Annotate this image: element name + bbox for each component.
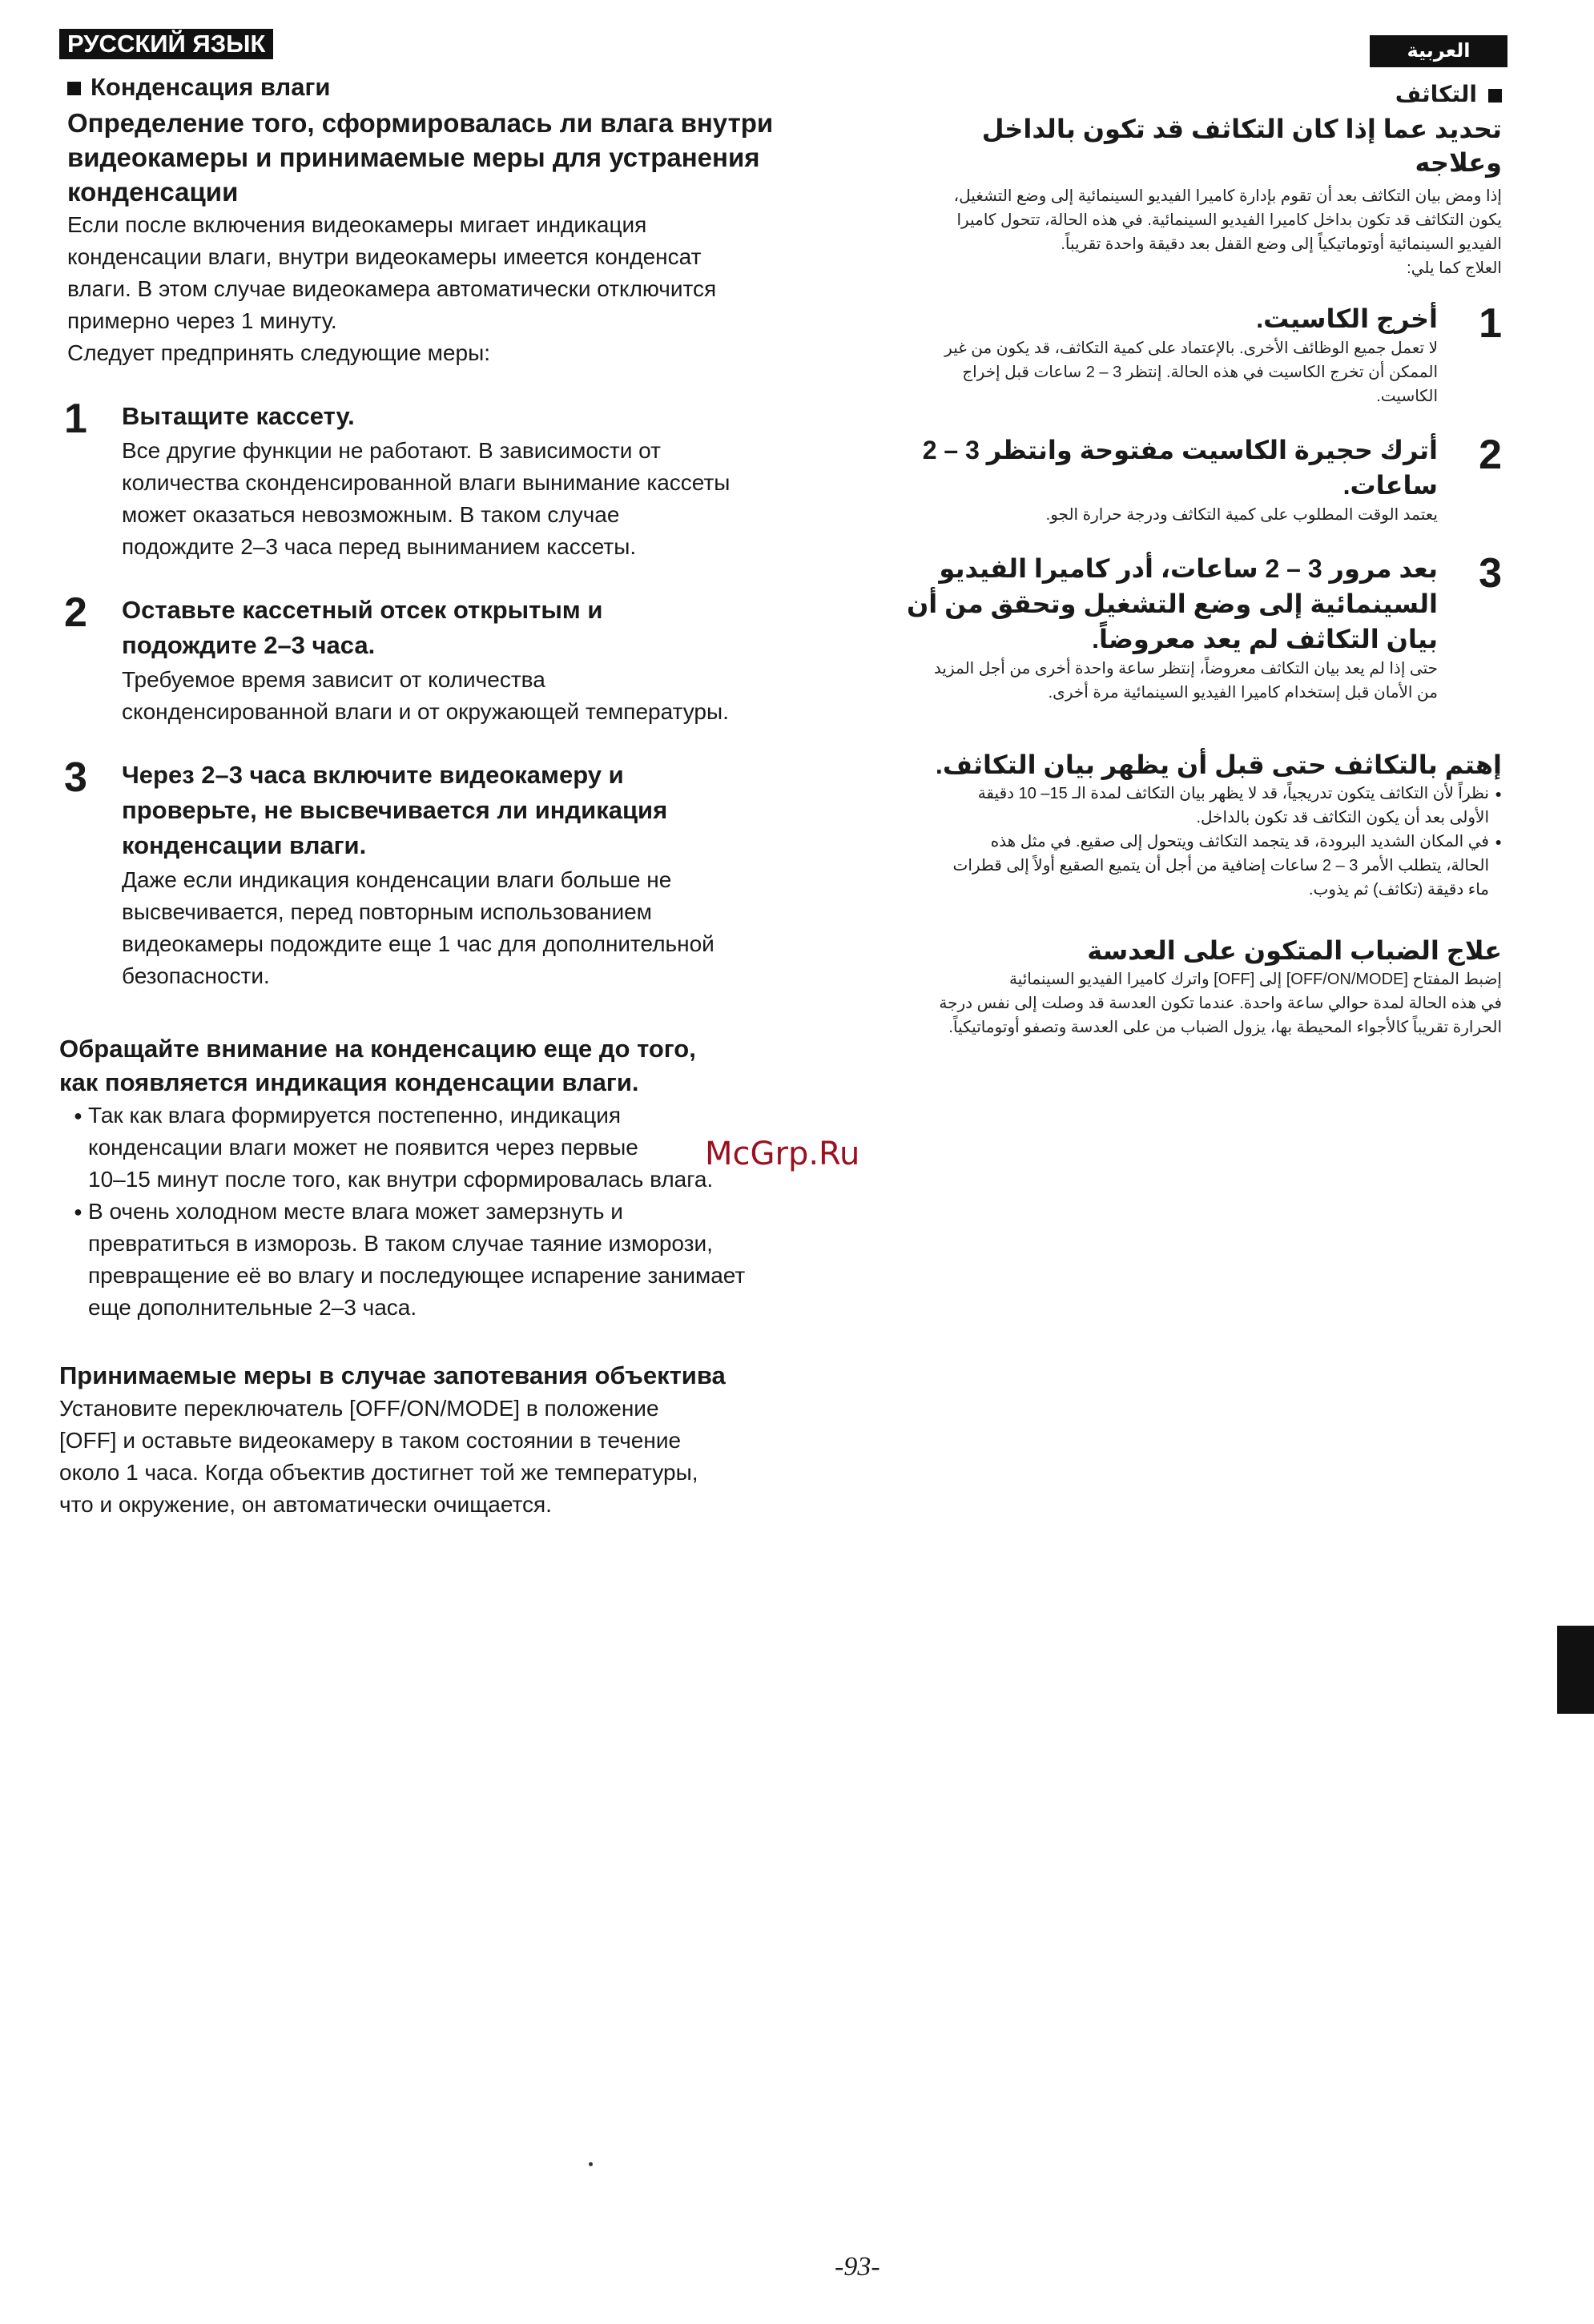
step-text-line: Даже если индикация конденсации влаги больше не: [122, 867, 672, 892]
list-item-line: превращение её во влагу и последующее испарение занимает: [88, 1263, 746, 1288]
step-number: 2: [1479, 432, 1502, 478]
step-title: конденсации влаги.: [122, 831, 367, 859]
section-title-text: Конденсация влаги: [91, 73, 331, 101]
square-bullet-icon: [67, 82, 81, 95]
lens-section: [59, 1359, 860, 1521]
step-text-line: Все другие функции не работают. В зависимости от: [122, 438, 661, 463]
lens-text-line: إضبط المفتاح [OFF/ON/MODE] إلى [OFF] واترك كاميرا الفيديو السينمائية: [1008, 971, 1502, 988]
lens-text-line: Установите переключатель [OFF/ON/MODE] в положение: [59, 1396, 659, 1421]
intro-line: العلاج كما يلي:: [1407, 259, 1502, 277]
step-text-line: видеокамеры подождите еще 1 час для дополнительной: [122, 931, 714, 956]
list-item: [905, 782, 1502, 830]
attention-section: [905, 748, 1502, 902]
page-edge-tab: [1557, 1626, 1594, 1714]
step-3: [59, 754, 860, 992]
list-item-line: ● Так как влага формируется постепенно, индикация: [88, 1103, 622, 1128]
section-title: [67, 72, 860, 103]
list-item-line: الأولى بعد أن يكون التكاثف قد تكون بالداخل.: [1196, 809, 1489, 826]
step-2: [59, 589, 860, 728]
intro-line: влаги. В этом случае видеокамера автоматически отключится: [67, 276, 717, 301]
list-item: [74, 1196, 860, 1324]
step-text-line: количества сконденсированной влаги вынимание кассеты: [122, 470, 731, 495]
lens-text-line: около 1 часа. Когда объектив достигнет той же температуры,: [59, 1460, 698, 1485]
step-title: أترك حجيرة الكاسيت مفتوحة وانتظر 3 – 2: [922, 436, 1438, 464]
step-title: ساعات.: [1342, 471, 1438, 500]
language-badge-arabic: العربية: [1370, 35, 1507, 67]
step-title: Вытащите кассету.: [122, 402, 355, 430]
step-text-line: الكاسيت.: [1376, 388, 1438, 405]
page-number: -93-: [835, 2252, 880, 2282]
step-text-line: сконденсированной влаги и от окружающей температуры.: [122, 699, 729, 724]
step-text-line: من الأمان قبل إستخدام كاميرا الفيديو السينمائية مرة أخرى.: [1048, 684, 1438, 702]
list-item-line: конденсации влаги может не появится через первые: [88, 1135, 638, 1160]
attention-title: إهتم بالتكاثف حتى قبل أن يظهر بيان التكاثف.: [935, 750, 1502, 779]
attention-list: [59, 1100, 860, 1324]
step-1: [905, 301, 1502, 408]
list-item-line: превратиться в изморозь. В таком случае таяние изморози,: [88, 1231, 713, 1256]
step-title: подождите 2–3 часа.: [122, 631, 376, 659]
attention-title: [59, 1032, 860, 1100]
intro-paragraph: [905, 184, 1502, 280]
step-number: 1: [64, 396, 87, 442]
russian-column: [59, 29, 860, 1521]
step-title: Оставьте кассетный отсек открытым и: [122, 596, 603, 624]
step-text-line: подождите 2–3 часа перед выниманием кассеты.: [122, 534, 637, 559]
attention-title-line: как появляется индикация конденсации влаги.: [59, 1068, 639, 1096]
list-item-line: еще дополнительные 2–3 часа.: [88, 1295, 417, 1320]
scan-dot: [589, 2162, 593, 2166]
attention-section: [59, 1032, 860, 1324]
step-title: проверьте, не высвечивается ли индикация: [122, 796, 668, 824]
intro-line: يكون التكاثف قد تكون بداخل كاميرا الفيديو السينمائية. في هذه الحالة، تتحول كاميرا: [956, 211, 1502, 229]
intro-line: конденсации влаги, внутри видеокамеры имеется конденсат: [67, 244, 702, 269]
section-title: [905, 80, 1502, 109]
lens-section: [905, 934, 1502, 1039]
step-number: 2: [64, 589, 87, 636]
lens-text-line: الحرارة تقريباً كالأجواء المحيطة بها، يزول الضباب من على العدسة وتصفو أوتوماتيكياً.: [948, 1019, 1502, 1036]
lens-text-line: что и окружение, он автоматически очищается.: [59, 1492, 552, 1517]
step-number: 3: [1479, 550, 1502, 597]
square-bullet-icon: [1488, 89, 1502, 103]
step-title: السينمائية إلى وضع التشغيل وتحقق من أن: [906, 589, 1438, 618]
step-text-line: يعتمد الوقت المطلوب على كمية التكاثف ودرجة حرارة الجو.: [1045, 506, 1438, 524]
section-title-text: التكاثف: [1395, 82, 1477, 107]
intro-line: إذا ومض بيان التكاثف بعد أن تقوم بإدارة كاميرا الفيديو السينمائية إلى وضع التشغيل،: [953, 187, 1502, 205]
intro-line: Если после включения видеокамеры мигает индикация: [67, 212, 647, 237]
attention-title-line: Обращайте внимание на конденсацию еще до того,: [59, 1035, 696, 1063]
arabic-column: [905, 35, 1502, 1039]
step-2: [905, 432, 1502, 527]
step-3: [905, 551, 1502, 705]
attention-list: [905, 782, 1502, 902]
list-item-line: ● نظراً لأن التكاثف يتكون تدريجياً، قد لا يظهر بيان التكاثف لمدة الـ 15– 10 دقيقة: [977, 785, 1489, 802]
list-item-line: ● В очень холодном месте влага может замерзнуть и: [88, 1199, 623, 1224]
step-title: بيان التكاثف لم يعد معروضاً.: [1092, 625, 1438, 653]
step-number: 3: [64, 754, 87, 801]
step-text-line: الممكن أن تخرج الكاسيت في هذه الحالة. إنتظر 3 – 2 ساعات قبل إخراج: [962, 364, 1438, 381]
lens-title: علاج الضباب المتكون على العدسة: [1087, 936, 1502, 965]
intro-line: примерно через 1 минуту.: [67, 308, 337, 333]
page-heading: تحديد عما إذا كان التكاثف قد تكون بالداخل وعلاجه: [981, 115, 1502, 177]
step-text-line: Требуемое время зависит от количества: [122, 667, 545, 692]
list-item-line: ماء دقيقة (تكاثف) ثم يذوب.: [1308, 881, 1489, 899]
step-1: [59, 396, 860, 563]
step-text-line: высвечивается, перед повторным использованием: [122, 899, 652, 924]
watermark: McGrp.Ru: [705, 1136, 860, 1172]
lens-title: Принимаемые меры в случае запотевания объектива: [59, 1361, 726, 1389]
lens-text-line: في هذه الحالة لمدة حوالي ساعة واحدة. عندما تكون العدسة قد وصلت إلى نفس درجة: [939, 995, 1502, 1012]
step-number: 1: [1479, 300, 1502, 347]
language-badge-russian: РУССКИЙ ЯЗЫК: [59, 29, 273, 59]
step-title: أخرج الكاسيت.: [1256, 304, 1438, 333]
lens-text-line: [OFF] и оставьте видеокамеру в таком состоянии в течение: [59, 1428, 682, 1453]
list-item: [905, 830, 1502, 902]
list-item-line: ● في المكان الشديد البرودة، قد يتجمد التكاثف ويتحول إلى صقيع. في مثل هذه: [990, 833, 1489, 850]
page-heading: Определение того, сформировалась ли влага внутри видеокамеры и принимаемые меры для устранения конденсации: [67, 108, 774, 207]
step-text-line: безопасности.: [122, 963, 270, 988]
intro-paragraph: [59, 209, 860, 369]
step-title: Через 2–3 часа включите видеокамеру и: [122, 761, 624, 789]
list-item-line: الحالة، يتطلب الأمر 3 – 2 ساعات إضافية من أجل أن يتميع الصقيع أولاً إلى قطرات: [952, 857, 1489, 875]
step-text-line: может оказаться невозможным. В таком случае: [122, 502, 620, 527]
step-text-line: لا تعمل جميع الوظائف الأخرى. بالإعتماد على كمية التكاثف، قد يكون من غير: [944, 340, 1438, 357]
list-item-line: 10–15 минут после того, как внутри сформировалась влага.: [88, 1167, 714, 1192]
step-text-line: حتى إذا لم يعد بيان التكاثف معروضاً، إنتظر ساعة واحدة أخرى من أجل المزيد: [933, 660, 1438, 677]
intro-line: Следует предпринять следующие меры:: [67, 340, 490, 365]
step-title: بعد مرور 3 – 2 ساعات، أدر كاميرا الفيديو: [939, 554, 1438, 583]
intro-line: الفيديو السينمائية أوتوماتيكياً إلى وضع القفل بعد دقيقة واحدة تقريباً.: [1061, 235, 1502, 253]
